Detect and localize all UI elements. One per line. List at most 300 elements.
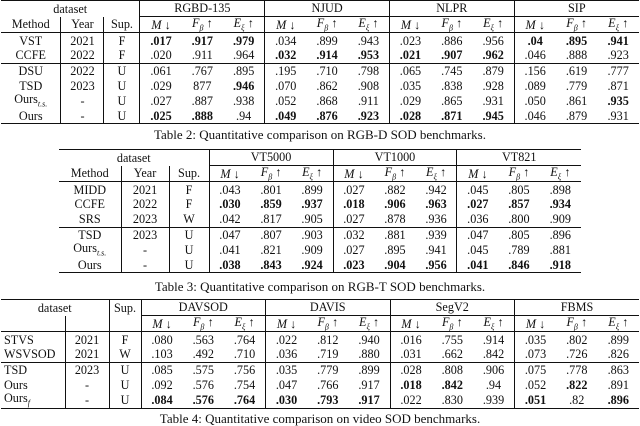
value-cell: .789	[508, 242, 530, 257]
value-cell: .946	[223, 79, 265, 94]
metric-header: $E_\xi$ ↑	[597, 17, 639, 33]
value-cell: .038	[209, 258, 250, 273]
metric-header: $E_\xi$ ↑	[348, 17, 390, 33]
value-cell: .766	[317, 377, 339, 392]
value-cell: .896	[598, 392, 640, 408]
value-cell: .047	[275, 377, 298, 392]
table4	[1, 299, 639, 409]
value-cell: .029	[150, 78, 172, 93]
value-cell: .046	[524, 48, 546, 63]
value-cell: .903	[292, 227, 333, 242]
method-cell	[1, 33, 61, 48]
value-cell: .862	[316, 78, 338, 93]
method-cell	[1, 378, 65, 393]
metric-header: M ↓	[265, 17, 307, 33]
year-cell: -	[61, 93, 104, 108]
value-cell: .917	[349, 378, 391, 393]
value-cell: .953	[348, 48, 390, 63]
sup-cell: U	[169, 227, 209, 242]
value-cell: .979	[223, 33, 265, 48]
benchmark-header: RGBD-135	[140, 1, 265, 17]
sup-header-top: Sup.	[109, 300, 141, 316]
method-name: DSU	[18, 64, 43, 79]
value-cell: .909	[292, 242, 333, 257]
value-cell: .027	[343, 212, 365, 227]
value-cell: .045	[467, 242, 489, 257]
value-cell: .745	[431, 63, 473, 78]
benchmark-header: NJUD	[265, 1, 390, 17]
value-cell: .030	[266, 392, 308, 408]
metric-header: $E_\xi$ ↑	[416, 166, 457, 182]
value-cell: .798	[348, 63, 390, 78]
value-cell: .888	[182, 109, 224, 124]
value-cell: .031	[400, 347, 422, 362]
metric-header: M ↓	[333, 166, 374, 182]
value-cell: .764	[224, 392, 266, 408]
table4-block	[0, 299, 640, 426]
value-cell: .911	[348, 93, 390, 108]
value-cell: .896	[540, 227, 581, 242]
year-cell: -	[121, 242, 169, 257]
value-cell: .857	[508, 197, 530, 212]
value-cell: .908	[348, 79, 390, 94]
value-cell: .049	[265, 109, 307, 124]
value-cell: .94	[223, 109, 265, 124]
benchmark-header: VT821	[457, 150, 581, 166]
value-cell: .085	[141, 362, 183, 377]
metric-header: $E_\xi$ ↑	[598, 316, 640, 332]
dataset-header: dataset	[59, 150, 209, 166]
value-cell: .018	[343, 197, 365, 212]
value-cell: 877	[193, 78, 212, 93]
value-cell: .881	[374, 227, 415, 242]
metric-header: $E_\xi$ ↑	[224, 316, 266, 332]
table3-caption: Table 3: Quantitative comparison on RGB-T SOD benchmarks.	[154, 279, 486, 294]
method-name: Ours	[14, 92, 38, 107]
value-cell: .871	[431, 109, 473, 124]
method-subscript: t.s.	[37, 99, 48, 109]
value-cell: .861	[565, 93, 588, 108]
value-cell: .962	[473, 48, 515, 63]
table2	[1, 0, 639, 124]
value-cell: .035	[524, 332, 547, 347]
benchmark-header: NLPR	[389, 1, 514, 17]
value-cell: .938	[223, 93, 265, 108]
dataset-header: dataset	[1, 1, 140, 17]
method-header: Method	[1, 17, 61, 33]
metric-header: $E_\xi$ ↑	[540, 166, 581, 182]
value-cell: .028	[389, 109, 431, 124]
value-cell: .899	[349, 362, 391, 377]
table-row	[1, 109, 639, 124]
table-row	[1, 48, 639, 63]
metric-header: $F_\beta$ ↑	[556, 17, 598, 33]
value-cell: .576	[192, 377, 214, 392]
table-row	[59, 258, 581, 273]
value-cell: .939	[416, 227, 457, 242]
table-row	[1, 63, 639, 78]
value-cell: .022	[275, 332, 298, 347]
value-cell: .051	[515, 392, 557, 408]
value-cell: .891	[607, 377, 629, 392]
table3-block	[0, 149, 640, 294]
method-name: Ours	[4, 391, 28, 406]
metric-header: $F_\beta$ ↑	[182, 17, 224, 33]
value-cell: .881	[549, 242, 571, 257]
value-cell: .917	[191, 33, 213, 48]
value-cell: .964	[223, 48, 265, 63]
sup-cell: F	[104, 48, 140, 63]
method-header	[1, 316, 65, 332]
metric-header: M ↓	[140, 17, 182, 33]
value-cell: .029	[399, 93, 422, 108]
value-cell: .943	[348, 33, 390, 48]
sup-cell: W	[169, 212, 209, 227]
value-cell: .899	[292, 182, 333, 197]
value-cell: .94	[473, 378, 515, 393]
value-cell: .871	[607, 78, 629, 93]
value-cell: .089	[524, 78, 546, 93]
method-cell	[59, 197, 121, 212]
value-cell: .843	[250, 258, 291, 273]
method-cell	[1, 332, 65, 347]
value-cell: .065	[389, 63, 431, 78]
sup-cell: U	[104, 109, 140, 124]
method-name: Ours	[77, 257, 102, 272]
method-cell	[1, 93, 61, 108]
value-cell: .802	[566, 332, 588, 347]
header-row-benchmarks	[59, 150, 581, 166]
method-name: WSVSOD	[4, 347, 56, 362]
value-cell: .898	[549, 182, 571, 197]
year-cell: 2023	[65, 362, 109, 377]
value-cell: .777	[597, 63, 639, 78]
benchmark-header: VT1000	[333, 150, 457, 166]
value-cell: .880	[349, 347, 391, 362]
value-cell: .935	[607, 93, 629, 108]
method-cell	[59, 258, 121, 273]
value-cell: .909	[549, 212, 571, 227]
value-cell: .075	[515, 362, 557, 377]
metric-header: $F_\beta$ ↑	[556, 316, 598, 332]
value-cell: .030	[219, 197, 241, 212]
metric-header: $F_\beta$ ↑	[183, 316, 225, 332]
value-cell: .923	[607, 48, 629, 63]
value-cell: .080	[151, 332, 173, 347]
value-cell: .050	[524, 93, 546, 108]
value-cell: .918	[540, 258, 581, 273]
value-cell: .842	[473, 347, 515, 362]
metric-header: $E_\xi$ ↑	[473, 316, 515, 332]
value-cell: .027	[343, 242, 365, 257]
value-cell: .942	[416, 182, 457, 197]
value-cell: .941	[416, 242, 457, 257]
method-name: VST	[19, 33, 43, 48]
table-row	[1, 347, 639, 362]
year-header: Year	[121, 166, 169, 182]
sup-cell: U	[104, 93, 140, 108]
benchmark-header: VT5000	[209, 150, 333, 166]
value-cell: .710	[224, 347, 266, 362]
year-cell: -	[121, 258, 169, 273]
value-cell: .036	[467, 212, 489, 227]
value-cell: .887	[191, 93, 213, 108]
sup-cell: U	[169, 242, 209, 257]
year-cell: 2023	[121, 227, 169, 242]
value-cell: .82	[556, 392, 598, 408]
metric-header: $F_\beta$ ↑	[306, 17, 348, 33]
value-cell: .084	[141, 392, 183, 408]
method-cell	[1, 347, 65, 362]
value-cell: .846	[498, 258, 539, 273]
table-row	[59, 227, 581, 242]
value-cell: .801	[260, 182, 282, 197]
table-row	[59, 197, 581, 212]
year-cell: -	[61, 109, 104, 124]
header-row-metrics	[1, 17, 639, 33]
value-cell: .821	[260, 242, 282, 257]
header-row-benchmarks	[1, 1, 639, 17]
method-cell	[59, 242, 121, 257]
value-cell: .842	[441, 377, 463, 392]
value-cell: .043	[219, 182, 241, 197]
sup-cell: F	[169, 182, 209, 197]
value-cell: .719	[317, 347, 339, 362]
value-cell: .156	[514, 63, 556, 78]
value-cell: .027	[467, 197, 489, 212]
value-cell: .061	[140, 63, 182, 78]
table4-caption: Table 4: Quantitative comparison on video SOD benchmarks.	[159, 411, 481, 426]
value-cell: .879	[556, 109, 598, 124]
value-cell: .764	[224, 332, 266, 347]
value-cell: .923	[348, 109, 390, 124]
value-cell: .575	[183, 362, 225, 377]
year-cell: -	[65, 392, 109, 408]
method-name: TSD	[19, 78, 43, 93]
method-cell	[59, 182, 121, 197]
value-cell: .492	[192, 347, 214, 362]
method-cell	[1, 362, 65, 377]
value-cell: .032	[333, 227, 374, 242]
value-cell: .904	[374, 258, 415, 273]
method-cell	[1, 63, 61, 78]
value-cell: .895	[223, 63, 265, 78]
table2-block	[0, 0, 640, 142]
value-cell: .563	[192, 332, 214, 347]
value-cell: .032	[275, 48, 297, 63]
value-cell: .035	[266, 362, 308, 377]
value-cell: .027	[150, 93, 172, 108]
sup-cell: U	[104, 79, 140, 94]
value-cell: .826	[607, 347, 629, 362]
value-cell: .022	[390, 392, 432, 408]
sup-cell: U	[109, 362, 141, 377]
sup-header: Sup.	[104, 17, 140, 33]
metric-header: $F_\beta$ ↑	[250, 166, 291, 182]
value-cell: .028	[390, 362, 432, 377]
table-row	[59, 212, 581, 227]
metric-header: $E_\xi$ ↑	[223, 17, 265, 33]
value-cell: .882	[384, 182, 406, 197]
value-cell: .793	[307, 392, 349, 408]
table-row	[1, 392, 639, 408]
year-cell: 2023	[121, 212, 169, 227]
value-cell: .863	[598, 362, 640, 377]
table-row	[1, 378, 639, 393]
value-cell: .027	[343, 182, 365, 197]
value-cell: .931	[473, 93, 515, 108]
value-cell: .888	[565, 48, 588, 63]
year-cell: 2022	[121, 197, 169, 212]
value-cell: .754	[224, 378, 266, 393]
value-cell: .052	[275, 93, 297, 108]
method-cell	[59, 212, 121, 227]
value-cell: .045	[467, 182, 489, 197]
value-cell: .023	[399, 33, 422, 48]
value-cell: .886	[441, 33, 463, 48]
metric-header: $E_\xi$ ↑	[292, 166, 333, 182]
method-cell	[1, 392, 65, 408]
value-cell: .914	[316, 48, 338, 63]
method-cell	[1, 109, 61, 124]
method-header: Method	[59, 166, 121, 182]
metric-header: $F_\beta$ ↑	[498, 166, 539, 182]
metric-header: M ↓	[457, 166, 498, 182]
metric-header: $F_\beta$ ↑	[307, 316, 349, 332]
benchmark-header: FBMS	[515, 300, 640, 316]
value-cell: .619	[556, 63, 598, 78]
value-cell: .052	[524, 377, 547, 392]
value-cell: .016	[400, 332, 422, 347]
value-cell: .046	[514, 109, 556, 124]
value-cell: .805	[498, 227, 539, 242]
header-row-metrics	[59, 166, 581, 182]
value-cell: .808	[432, 362, 474, 377]
sup-cell: U	[169, 258, 209, 273]
metric-header: $E_\xi$ ↑	[473, 17, 515, 33]
metric-header: M ↓	[390, 316, 432, 332]
table-row	[1, 33, 639, 48]
value-cell: .805	[508, 182, 530, 197]
method-cell	[59, 227, 121, 242]
year-header: Year	[61, 17, 104, 33]
value-cell: .023	[333, 258, 374, 273]
sup-cell: U	[104, 63, 140, 78]
value-cell: .905	[292, 212, 333, 227]
value-cell: .906	[473, 362, 515, 377]
value-cell: .899	[316, 33, 338, 48]
dataset-header: dataset	[1, 300, 109, 316]
value-cell: .939	[473, 392, 515, 408]
sup-cell: U	[109, 378, 141, 393]
header-row-benchmarks	[1, 300, 639, 316]
value-cell: .726	[566, 347, 588, 362]
metric-header: $F_\beta$ ↑	[431, 17, 473, 33]
table-row	[59, 182, 581, 197]
value-cell: .195	[265, 63, 307, 78]
table-row	[59, 242, 581, 257]
value-cell: .710	[306, 63, 348, 78]
method-name: Ours	[4, 377, 28, 392]
benchmark-header: DAVSOD	[141, 300, 266, 316]
value-cell: .945	[473, 109, 515, 124]
year-header	[65, 316, 109, 332]
value-cell: .041	[457, 258, 498, 273]
value-cell: .928	[473, 79, 515, 94]
value-cell: .899	[607, 332, 629, 347]
method-name: SRS	[78, 212, 101, 227]
method-cell	[1, 79, 61, 94]
value-cell: .906	[384, 197, 406, 212]
value-cell: .812	[317, 332, 339, 347]
year-cell: 2022	[61, 48, 104, 63]
value-cell: .779	[565, 78, 588, 93]
value-cell: .047	[457, 227, 498, 242]
value-cell: .941	[607, 33, 629, 48]
value-cell: .934	[549, 197, 571, 212]
year-cell: 2023	[61, 79, 104, 94]
year-cell: 2021	[121, 182, 169, 197]
method-name: MIDD	[73, 182, 107, 197]
value-cell: .017	[150, 33, 172, 48]
value-cell: .924	[292, 258, 333, 273]
value-cell: .576	[183, 392, 225, 408]
value-cell: .937	[292, 197, 333, 212]
value-cell: .807	[250, 227, 291, 242]
value-cell: .956	[416, 258, 457, 273]
metric-header: M ↓	[515, 316, 557, 332]
value-cell: .878	[384, 212, 406, 227]
sup-cell: W	[109, 347, 141, 362]
metric-header: M ↓	[209, 166, 250, 182]
value-cell: .859	[260, 197, 282, 212]
value-cell: .779	[307, 362, 349, 377]
metric-header: M ↓	[141, 316, 183, 332]
sup-cell: F	[109, 332, 141, 347]
value-cell: .662	[441, 347, 463, 362]
header-row-metrics	[1, 316, 639, 332]
value-cell: .041	[219, 242, 241, 257]
table-row	[1, 332, 639, 347]
metric-header: $F_\beta$ ↑	[374, 166, 415, 182]
value-cell: .830	[432, 392, 474, 408]
value-cell: .767	[182, 63, 224, 78]
value-cell: .879	[473, 63, 515, 78]
value-cell: .04	[527, 33, 543, 48]
value-cell: .868	[316, 93, 338, 108]
value-cell: .963	[416, 197, 457, 212]
method-name: CCFE	[15, 48, 46, 63]
table2-caption: Table 2: Quantitative comparison on RGB-D SOD benchmarks.	[154, 127, 486, 142]
value-cell: .895	[565, 33, 588, 48]
value-cell: .042	[219, 212, 241, 227]
year-cell: 2021	[65, 347, 109, 362]
value-cell: .070	[275, 78, 297, 93]
method-subscript: f	[27, 398, 30, 408]
sup-cell: U	[109, 392, 141, 408]
sup-header	[109, 316, 141, 332]
value-cell: .822	[566, 377, 588, 392]
table-row	[1, 362, 639, 377]
sup-cell: F	[104, 33, 140, 48]
benchmark-header: SIP	[514, 1, 639, 17]
year-cell: 2021	[61, 33, 104, 48]
benchmark-header: DAVIS	[266, 300, 391, 316]
table-row	[1, 79, 639, 94]
value-cell: .036	[275, 347, 298, 362]
value-cell: .018	[400, 377, 422, 392]
value-cell: .817	[260, 212, 282, 227]
